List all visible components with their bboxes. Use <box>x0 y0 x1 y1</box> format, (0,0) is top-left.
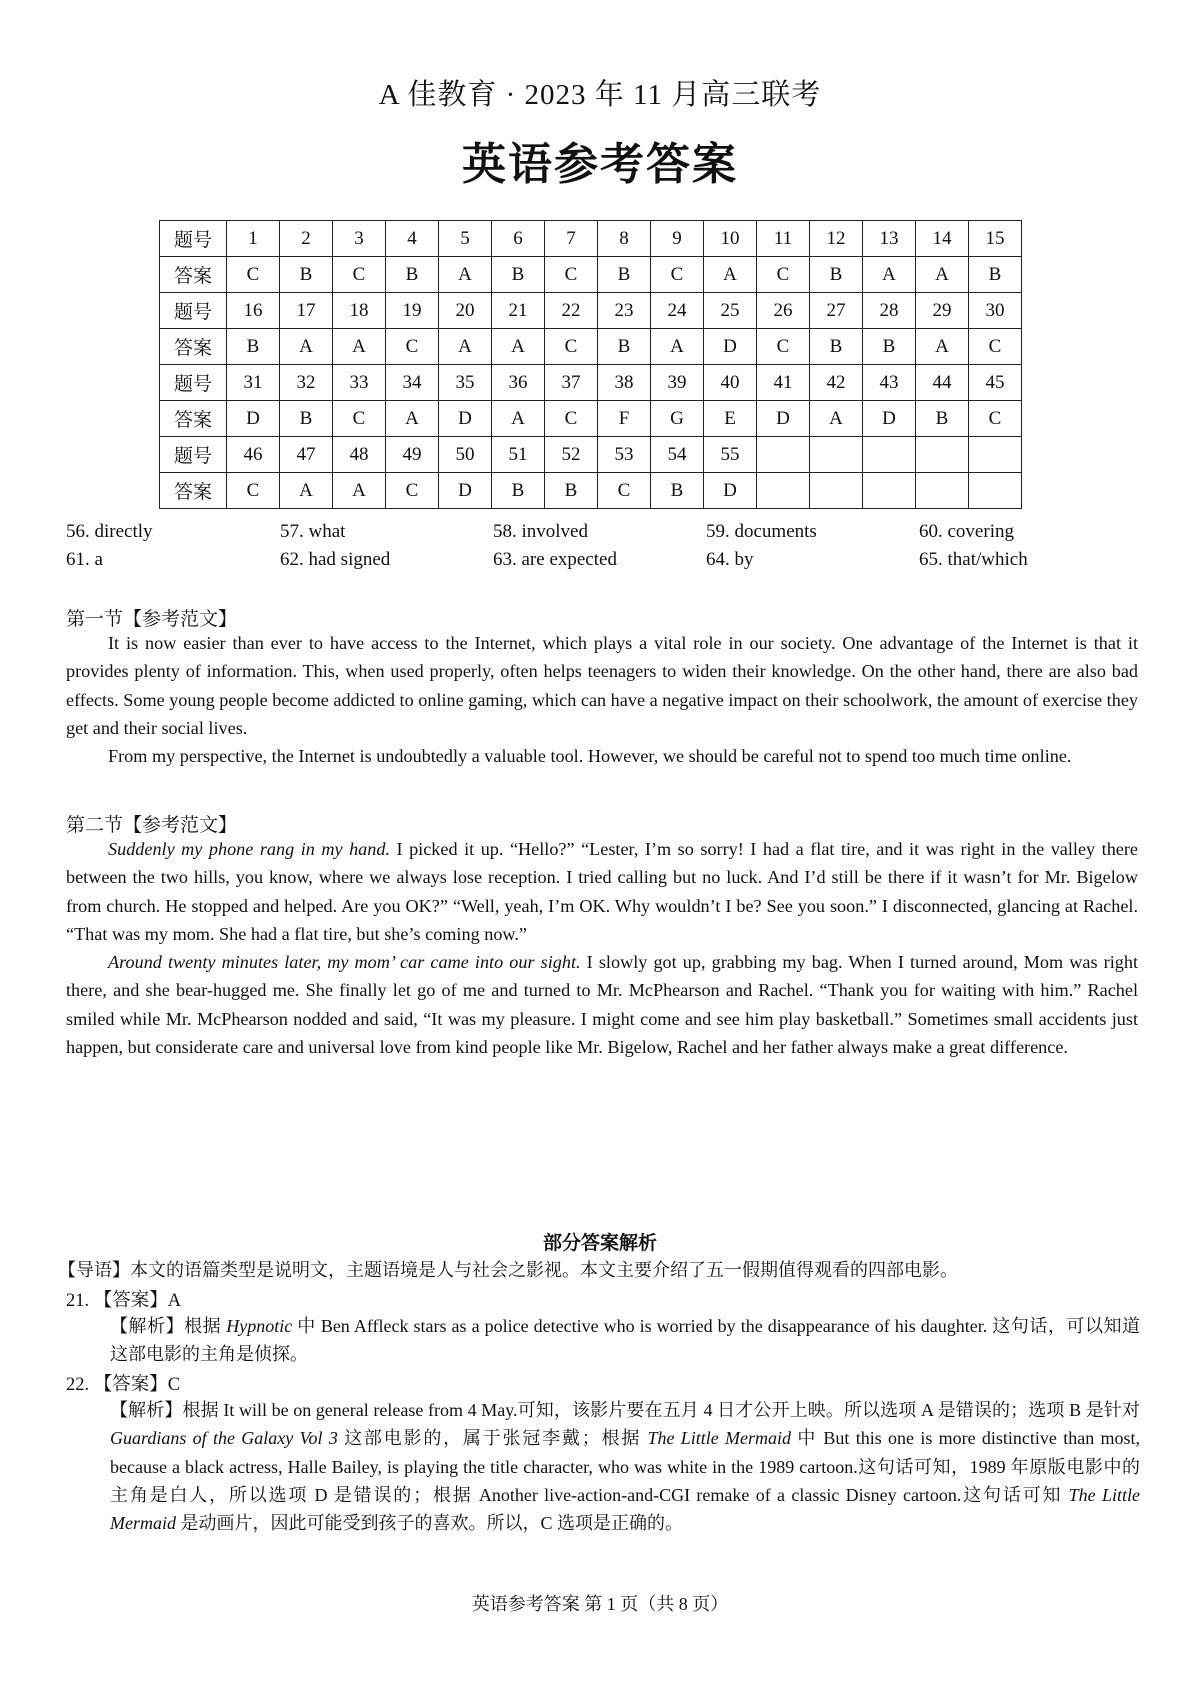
question-number: 4 <box>386 221 439 257</box>
question-number: 40 <box>704 365 757 401</box>
question-number: 19 <box>386 293 439 329</box>
analysis-heading: 部分答案解析 <box>542 1232 657 1254</box>
question-number: 21 <box>492 293 545 329</box>
q21-answer: 21. 【答案】A <box>66 1291 182 1311</box>
question-number: 10 <box>704 221 757 257</box>
question-number: 35 <box>439 365 492 401</box>
question-number: 5 <box>439 221 492 257</box>
question-number <box>757 437 810 473</box>
answer-cell <box>757 473 810 509</box>
answer-cell: A <box>863 257 916 293</box>
essay-paragraph <box>66 948 1138 1061</box>
question-number: 44 <box>916 365 969 401</box>
answer-label: 答案 <box>160 257 227 293</box>
paragraph-body: I picked it up. “Hello?” “Lester, I’m so sorry! I had a flat tire, and it was right in the valley there between the two hills, you know, where we always lose reception. I tried calling but no luck. And I’d still be there if it wasn’t for Mr. Bigelow from church. He stopped and helped. Are you OK?” “Well, yeah, I’m OK. Why wouldn’t I be? See you soon.” I disconnected, glancing at Rachel. “That was my mom. She had a flat tire, but she’s coming now.” <box>66 839 1138 944</box>
explanation-text: 这部电影的，属于张冠李戴；根据 <box>337 1428 648 1449</box>
answer-cell: G <box>651 401 704 437</box>
answer-cell: E <box>704 401 757 437</box>
answer-label: 答案 <box>160 473 227 509</box>
question-number: 17 <box>280 293 333 329</box>
question-number: 27 <box>810 293 863 329</box>
answer-cell: D <box>863 401 916 437</box>
question-number: 49 <box>386 437 439 473</box>
q22-answer: 22. 【答案】C <box>66 1375 181 1395</box>
answer-row <box>160 257 1022 293</box>
question-number: 15 <box>969 221 1022 257</box>
q22-explanation <box>110 1396 1140 1537</box>
answer-cell: C <box>969 329 1022 365</box>
question-number: 11 <box>757 221 810 257</box>
answer-cell <box>863 473 916 509</box>
answer-cell: D <box>227 401 280 437</box>
answer-cell: B <box>916 401 969 437</box>
fill-answer: 62. had signed <box>280 549 391 570</box>
question-number: 29 <box>916 293 969 329</box>
answer-cell: C <box>757 329 810 365</box>
answer-cell: D <box>439 473 492 509</box>
question-number: 3 <box>333 221 386 257</box>
movie-title: Guardians of the Galaxy Vol 3 <box>110 1428 338 1449</box>
question-row <box>160 437 1022 473</box>
essay-paragraph: It is now easier than ever to have access to the Internet, which plays a vital role in our society. One advantage of the Internet is that it provides plenty of information. This, when used properly, often helps teenagers to widen their knowledge. On the other hand, there are also bad effects. Some young people become addicted to online gaming, which can have a negative impact on their schoolwork, the amount of exercise they get and their social lives. <box>66 633 1138 738</box>
answer-cell: A <box>810 401 863 437</box>
page-title: 英语参考答案 <box>462 139 738 190</box>
fill-answer: 58. involved <box>493 521 588 542</box>
question-number: 47 <box>280 437 333 473</box>
question-label: 题号 <box>160 221 227 257</box>
answer-cell: A <box>280 329 333 365</box>
fill-answer: 65. that/which <box>919 549 1028 570</box>
answer-cell: B <box>227 329 280 365</box>
question-number: 39 <box>651 365 704 401</box>
fill-answer: 61. a <box>66 549 103 570</box>
answer-cell: B <box>492 257 545 293</box>
question-number: 16 <box>227 293 280 329</box>
explanation-text: 中 Ben Affleck stars as a police detective who is worried by the disappearance of his daughter. 这句话，可以知道这部电影的主角是侦探。 <box>110 1316 1141 1365</box>
answer-cell: A <box>333 329 386 365</box>
fill-answer: 56. directly <box>66 521 153 542</box>
question-number: 6 <box>492 221 545 257</box>
question-number: 55 <box>704 437 757 473</box>
question-number: 25 <box>704 293 757 329</box>
answer-cell: C <box>969 401 1022 437</box>
answer-cell: C <box>757 257 810 293</box>
question-number: 8 <box>598 221 651 257</box>
question-number <box>969 437 1022 473</box>
question-number: 34 <box>386 365 439 401</box>
question-number: 36 <box>492 365 545 401</box>
answer-cell: D <box>704 329 757 365</box>
answer-cell: B <box>598 329 651 365</box>
question-label: 题号 <box>160 437 227 473</box>
question-number: 37 <box>545 365 598 401</box>
answer-cell: B <box>651 473 704 509</box>
movie-title: The Little Mermaid <box>110 1484 1140 1534</box>
fill-answer: 64. by <box>706 549 754 570</box>
answer-cell: B <box>810 257 863 293</box>
question-number <box>810 437 863 473</box>
essay-paragraph <box>66 835 1138 948</box>
page-footer: 英语参考答案 第 1 页（共 8 页） <box>471 1594 729 1614</box>
answer-cell: A <box>651 329 704 365</box>
answer-cell: B <box>280 257 333 293</box>
movie-title: The Little Mermaid <box>647 1428 792 1449</box>
paragraph-body: I slowly got up, grabbing my bag. When I turned around, Mom was right there, and she bear-hugged me. She finally let go of me and turned to Mr. McPhearson and Rachel. “Thank you for waiting with him.” Rachel smiled while Mr. McPhearson nodded and said, “It was my pleasure. I might come and see him play basketball.” Sometimes small accidents just happen, but considerate care and universal love from kind people like Mr. Bigelow, Rachel and her father always make a great difference. <box>66 952 1138 1058</box>
section1-heading: 第一节【参考范文】 <box>66 609 238 630</box>
paragraph-lead: Around twenty minutes later, my mom’ car came into our sight. <box>108 952 581 973</box>
answer-cell <box>916 473 969 509</box>
fill-answer: 63. are expected <box>493 549 617 570</box>
question-number: 13 <box>863 221 916 257</box>
question-number: 52 <box>545 437 598 473</box>
answer-cell: B <box>969 257 1022 293</box>
answer-cell: C <box>386 473 439 509</box>
question-number: 32 <box>280 365 333 401</box>
answer-cell: C <box>227 473 280 509</box>
movie-title: Hypnotic <box>226 1316 293 1336</box>
explanation-text: 【解析】根据 It will be on general release from 4 May.可知，该影片要在五月 4 日才公开上映。所以选项 A 是错误的；选项 B 是针对 <box>110 1400 1140 1420</box>
answer-cell: A <box>492 401 545 437</box>
answer-cell <box>969 473 1022 509</box>
answer-cell: D <box>704 473 757 509</box>
question-number: 24 <box>651 293 704 329</box>
question-number: 22 <box>545 293 598 329</box>
question-number: 53 <box>598 437 651 473</box>
answer-cell: C <box>333 257 386 293</box>
answer-cell: A <box>386 401 439 437</box>
answer-label: 答案 <box>160 329 227 365</box>
answer-cell: A <box>439 257 492 293</box>
question-number: 12 <box>810 221 863 257</box>
explanation-text: 【解析】根据 <box>110 1316 227 1336</box>
question-number: 46 <box>227 437 280 473</box>
answer-cell: F <box>598 401 651 437</box>
question-number: 2 <box>280 221 333 257</box>
question-number: 30 <box>969 293 1022 329</box>
answer-cell: A <box>280 473 333 509</box>
question-number: 31 <box>227 365 280 401</box>
answer-cell: A <box>439 329 492 365</box>
answer-row <box>160 473 1022 509</box>
question-number: 42 <box>810 365 863 401</box>
fill-answer: 57. what <box>280 521 346 542</box>
answer-cell: C <box>333 401 386 437</box>
question-number <box>863 437 916 473</box>
answer-row <box>160 329 1022 365</box>
answer-label: 答案 <box>160 401 227 437</box>
answer-cell: B <box>386 257 439 293</box>
answer-cell: B <box>545 473 598 509</box>
question-number: 54 <box>651 437 704 473</box>
answer-cell: C <box>651 257 704 293</box>
answer-cell <box>810 473 863 509</box>
question-row <box>160 293 1022 329</box>
essay-paragraph: From my perspective, the Internet is undoubtedly a valuable tool. However, we should be careful not to spend too much time online. <box>108 746 1072 767</box>
paragraph-lead: Suddenly my phone rang in my hand. <box>108 839 391 859</box>
question-row <box>160 365 1022 401</box>
question-number: 18 <box>333 293 386 329</box>
analysis-intro: 【导语】本文的语篇类型是说明文，主题语境是人与社会之影视。本文主要介绍了五一假期值得观看的四部电影。 <box>58 1260 958 1280</box>
answer-cell: B <box>598 257 651 293</box>
answer-cell: B <box>863 329 916 365</box>
section2-essay <box>66 835 1138 1061</box>
answer-row <box>160 401 1022 437</box>
fill-answer: 60. covering <box>919 521 1014 542</box>
section1-essay <box>66 629 1138 770</box>
answer-cell: B <box>810 329 863 365</box>
q21-explanation <box>110 1312 1140 1369</box>
question-number: 51 <box>492 437 545 473</box>
answer-table <box>159 220 1022 509</box>
explanation-text: 中 But this one is more distinctive than most, because a black actress, Halle Bailey, is playing the title character, who was white in the 1989 cartoon.这句话可知，1989 年原版电影中的主角是白人，所以选项 D 是错误的；根据 Another live-action-and-CGI remake of a classic Disney cartoon.这句话可知 <box>110 1428 1141 1505</box>
question-number: 48 <box>333 437 386 473</box>
question-number <box>916 437 969 473</box>
question-number: 1 <box>227 221 280 257</box>
answer-cell: D <box>439 401 492 437</box>
question-number: 28 <box>863 293 916 329</box>
question-number: 20 <box>439 293 492 329</box>
answer-cell: C <box>545 329 598 365</box>
question-number: 7 <box>545 221 598 257</box>
question-number: 38 <box>598 365 651 401</box>
answer-cell: C <box>598 473 651 509</box>
answer-cell: A <box>916 329 969 365</box>
question-number: 45 <box>969 365 1022 401</box>
answer-cell: D <box>757 401 810 437</box>
question-number: 23 <box>598 293 651 329</box>
explanation-text: 是动画片，因此可能受到孩子的喜欢。所以，C 选项是正确的。 <box>176 1513 684 1534</box>
answer-cell: B <box>280 401 333 437</box>
question-number: 41 <box>757 365 810 401</box>
question-number: 14 <box>916 221 969 257</box>
question-row <box>160 221 1022 257</box>
answer-cell: A <box>916 257 969 293</box>
question-label: 题号 <box>160 293 227 329</box>
question-number: 26 <box>757 293 810 329</box>
question-label: 题号 <box>160 365 227 401</box>
section2-heading: 第二节【参考范文】 <box>66 815 238 836</box>
answer-cell: B <box>492 473 545 509</box>
question-number: 9 <box>651 221 704 257</box>
question-number: 43 <box>863 365 916 401</box>
answer-cell: C <box>227 257 280 293</box>
answer-cell: C <box>386 329 439 365</box>
question-number: 50 <box>439 437 492 473</box>
question-number: 33 <box>333 365 386 401</box>
answer-cell: A <box>492 329 545 365</box>
answer-cell: C <box>545 401 598 437</box>
exam-header: A 佳教育 · 2023 年 11 月高三联考 <box>378 79 822 111</box>
fill-answer: 59. documents <box>706 521 817 542</box>
answer-cell: A <box>704 257 757 293</box>
answer-cell: A <box>333 473 386 509</box>
answer-cell: C <box>545 257 598 293</box>
